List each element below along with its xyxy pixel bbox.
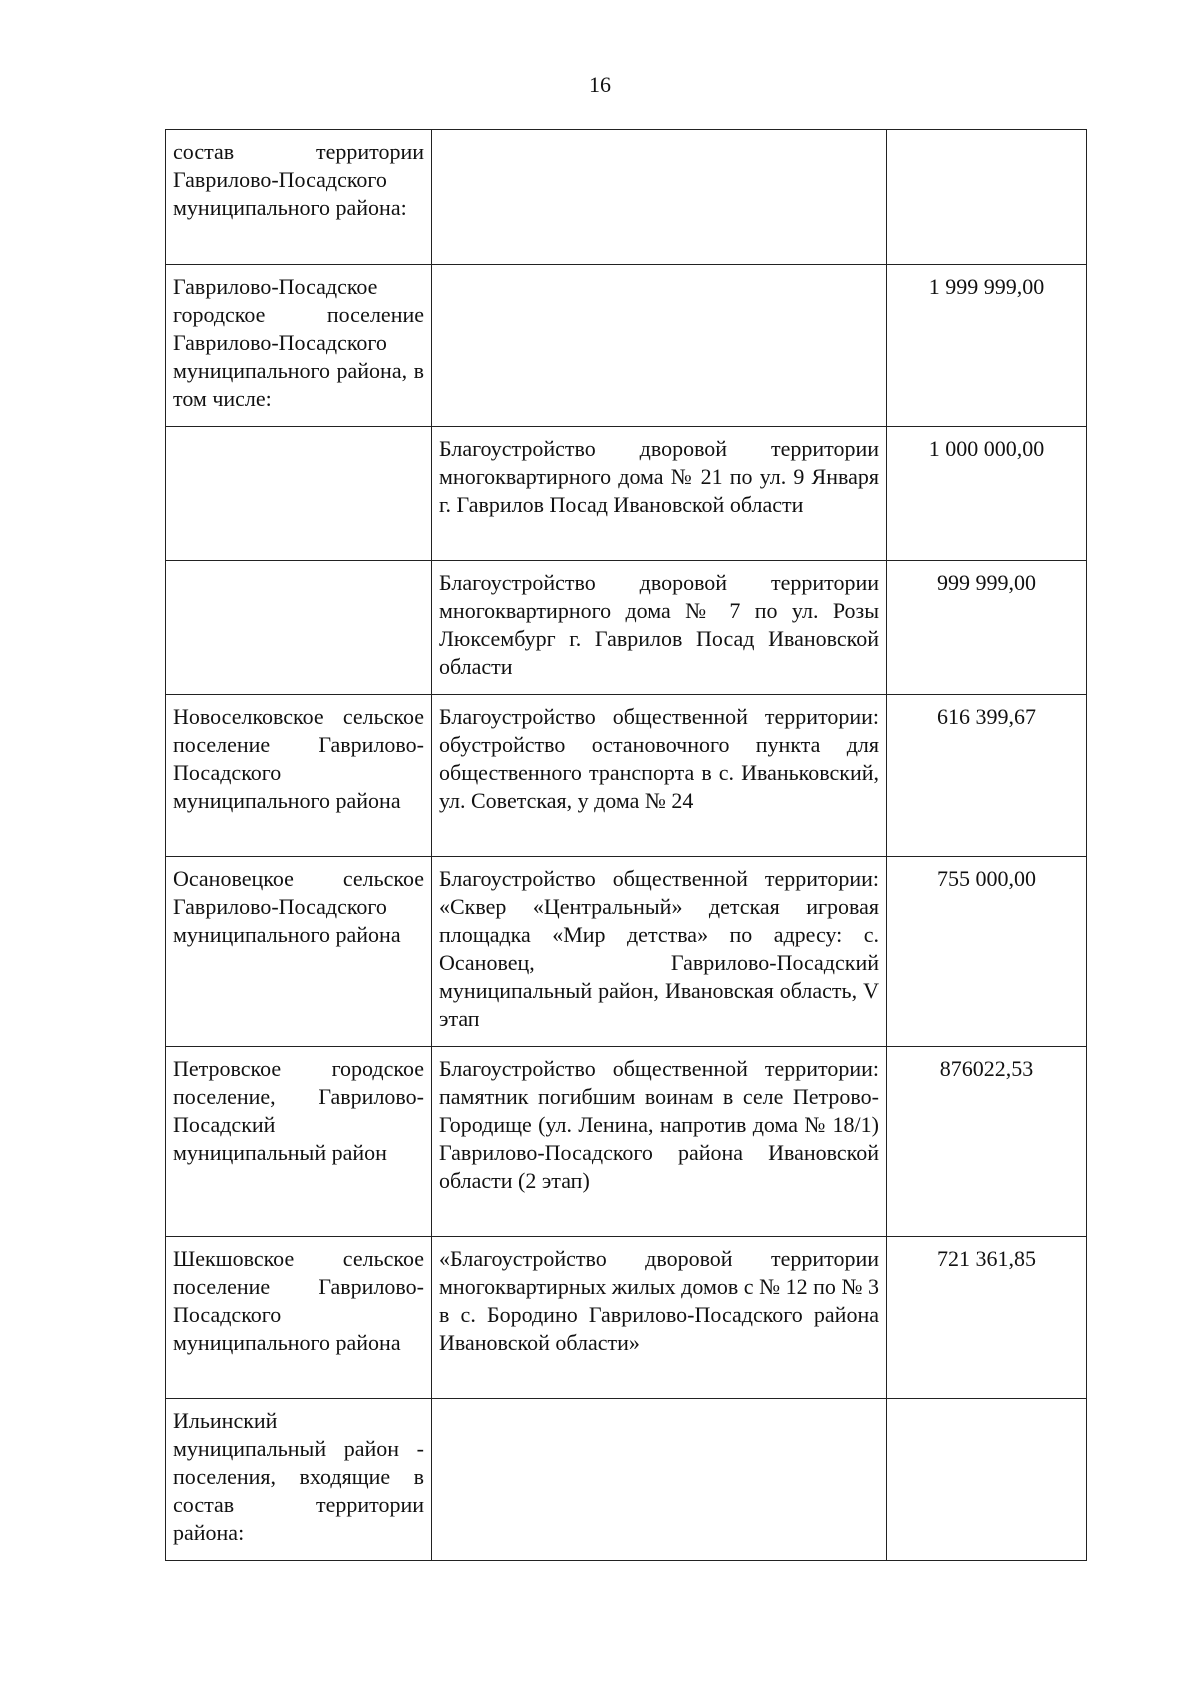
municipality-cell [166, 561, 432, 695]
project-text: Благоустройство дворовой территории многоквартирного дома № 7 по ул. Розы Люксембург г. Гаврилов Посад Ивановской области [439, 570, 879, 679]
amount-cell [887, 1237, 1087, 1399]
amount-cell [887, 695, 1087, 857]
project-cell [432, 1047, 887, 1237]
amount-cell [887, 857, 1087, 1047]
municipality-text: Петровское городское поселение, Гаврилово-Посадский муниципальный район [173, 1056, 424, 1165]
project-cell [432, 1237, 887, 1399]
table-row [166, 857, 1087, 1047]
amount-cell [887, 1399, 1087, 1561]
municipality-cell [166, 265, 432, 427]
municipality-text: Гаврилово-Посадское городское поселение Гаврилово-Посадского муниципального района, в том числе: [173, 274, 424, 411]
amount-text: 1 000 000,00 [928, 436, 1045, 461]
amount-text: 721 361,85 [937, 1246, 1036, 1271]
amount-text: 1 999 999,00 [928, 274, 1045, 299]
amount-text: 755 000,00 [937, 866, 1036, 891]
municipality-text: Осановецкое сельское Гаврилово-Посадского муниципального района [173, 866, 424, 947]
municipality-cell [166, 1047, 432, 1237]
project-cell [432, 130, 887, 265]
amount-text: 616 399,67 [937, 704, 1036, 729]
municipality-text: Шекшовское сельское поселение Гаврилово-Посадского муниципального района [173, 1246, 424, 1355]
municipality-cell [166, 1237, 432, 1399]
project-text: Благоустройство общественной территории: обустройство остановочного пункта для общественного транспорта в с. Иваньковский, ул. Советская, у дома № 24 [439, 704, 879, 813]
amount-cell [887, 1047, 1087, 1237]
table-row [166, 427, 1087, 561]
table-row [166, 1047, 1087, 1237]
project-text: «Благоустройство дворовой территории многоквартирных жилых домов с № 12 по № 3 в с. Бородино Гаврилово-Посадского района Ивановской области» [439, 1246, 879, 1355]
municipality-text: Новоселковское сельское поселение Гаврилово-Посадского муниципального района [173, 704, 424, 813]
table-row [166, 561, 1087, 695]
municipality-text: Ильинский муниципальный район - поселения, входящие в состав территории района: [173, 1408, 424, 1545]
table-row [166, 265, 1087, 427]
project-cell [432, 1399, 887, 1561]
municipality-cell [166, 1399, 432, 1561]
project-text: Благоустройство общественной территории: «Сквер «Центральный» детская игровая площадка «Мир детства» по адресу: с. Осановец, Гаврилово-Посадский муниципальный район, Ивановская область, V этап [439, 866, 879, 1031]
table-row [166, 1399, 1087, 1561]
table-row [166, 130, 1087, 265]
municipality-cell [166, 695, 432, 857]
municipality-cell [166, 857, 432, 1047]
table-row [166, 1237, 1087, 1399]
municipality-text: состав территории Гаврилово-Посадского муниципального района: [173, 139, 424, 220]
table-row [166, 695, 1087, 857]
municipality-cell [166, 427, 432, 561]
project-cell [432, 857, 887, 1047]
project-text: Благоустройство дворовой территории многоквартирного дома № 21 по ул. 9 Января г. Гаврилов Посад Ивановской области [439, 436, 879, 517]
project-cell [432, 561, 887, 695]
project-cell [432, 695, 887, 857]
project-cell [432, 427, 887, 561]
amount-cell [887, 265, 1087, 427]
amount-cell [887, 561, 1087, 695]
amount-cell [887, 130, 1087, 265]
amount-text: 999 999,00 [937, 570, 1036, 595]
project-cell [432, 265, 887, 427]
allocation-table [165, 129, 1087, 1561]
amount-cell [887, 427, 1087, 561]
municipality-cell [166, 130, 432, 265]
project-text: Благоустройство общественной территории: памятник погибшим воинам в селе Петрово-Городище (ул. Ленина, напротив дома № 18/1) Гаврилово-Посадского района Ивановской области (2 этап) [439, 1056, 879, 1193]
amount-text: 876022,53 [939, 1056, 1034, 1081]
page-number: 16 [589, 72, 611, 97]
